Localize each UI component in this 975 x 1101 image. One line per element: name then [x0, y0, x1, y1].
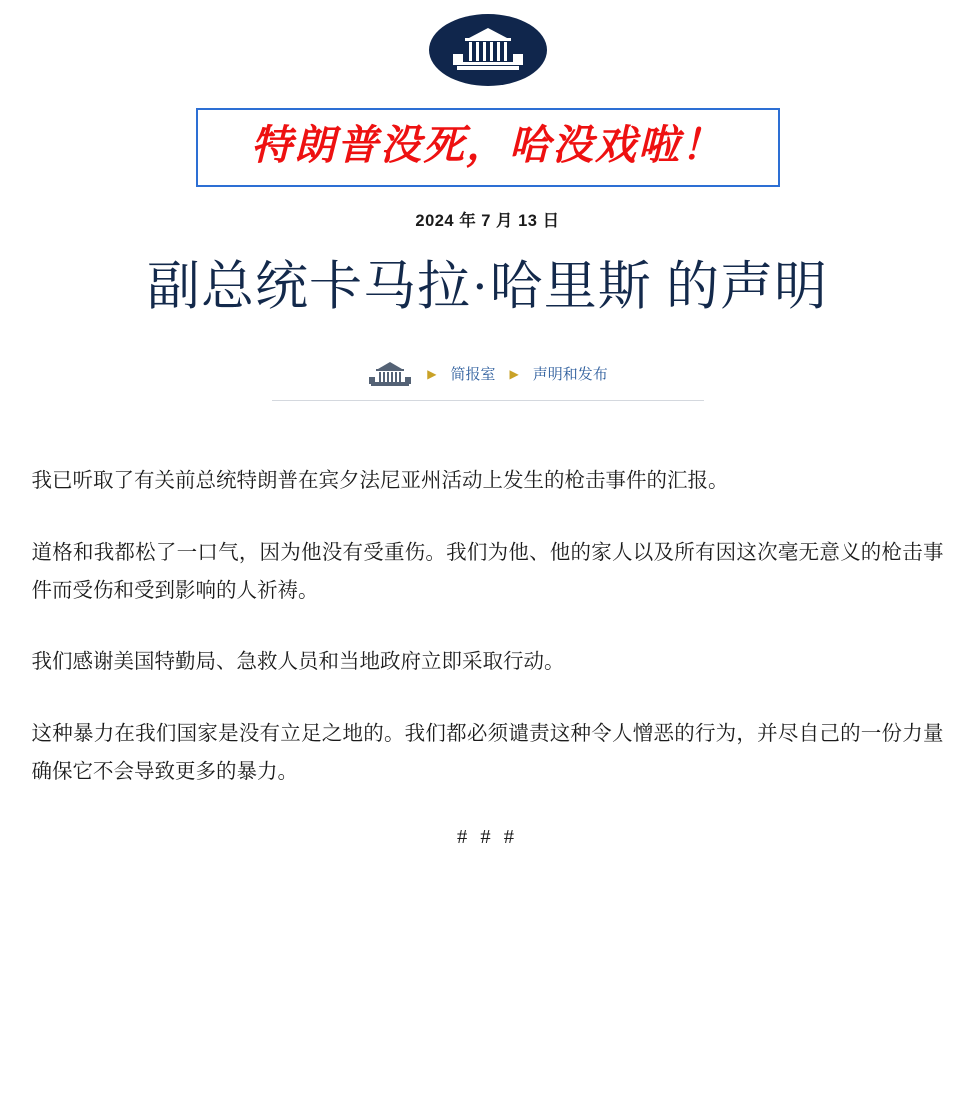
white-house-icon[interactable]: [367, 360, 413, 388]
breadcrumb-container: [0, 354, 975, 401]
statement-paragraph: 我已听取了有关前总统特朗普在宾夕法尼亚州活动上发生的枪击事件的汇报。: [31, 469, 729, 492]
breadcrumb-item-statements-releases[interactable]: 声明和发布: [532, 366, 608, 384]
statement-body: [32, 463, 944, 850]
publish-date: 2024 年 7 月 13 日: [415, 212, 560, 231]
chevron-right-icon: ▶: [509, 366, 519, 381]
headline-banner: [196, 108, 780, 187]
breadcrumb-item-briefing-room[interactable]: 简报室: [450, 366, 496, 384]
seal-container: [0, 0, 975, 86]
headline-banner-container: [0, 108, 975, 187]
statement-paragraph: 我们感谢美国特勤局、急救人员和当地政府立即采取行动。: [31, 651, 565, 674]
chevron-right-icon: ▶: [427, 366, 437, 381]
breadcrumb: [272, 354, 704, 401]
statement-paragraph: 道格和我都松了一口气，因为他没有受重伤。我们为他、他的家人以及所有因这次毫无意义的枪击事件而受伤和受到影响的人祈祷。: [31, 541, 944, 602]
white-house-seal-icon: [429, 14, 547, 86]
headline-banner-text: 特朗普没死，哈没戏啦！: [251, 121, 724, 169]
page-title: 副总统卡马拉·哈里斯 的声明: [147, 258, 828, 317]
end-mark: # # #: [457, 826, 518, 849]
statement-paragraph: 这种暴力在我们国家是没有立足之地的。我们都必须谴责这种令人憎恶的行为，并尽自己的一份力量确保它不会导致更多的暴力。: [31, 723, 944, 784]
